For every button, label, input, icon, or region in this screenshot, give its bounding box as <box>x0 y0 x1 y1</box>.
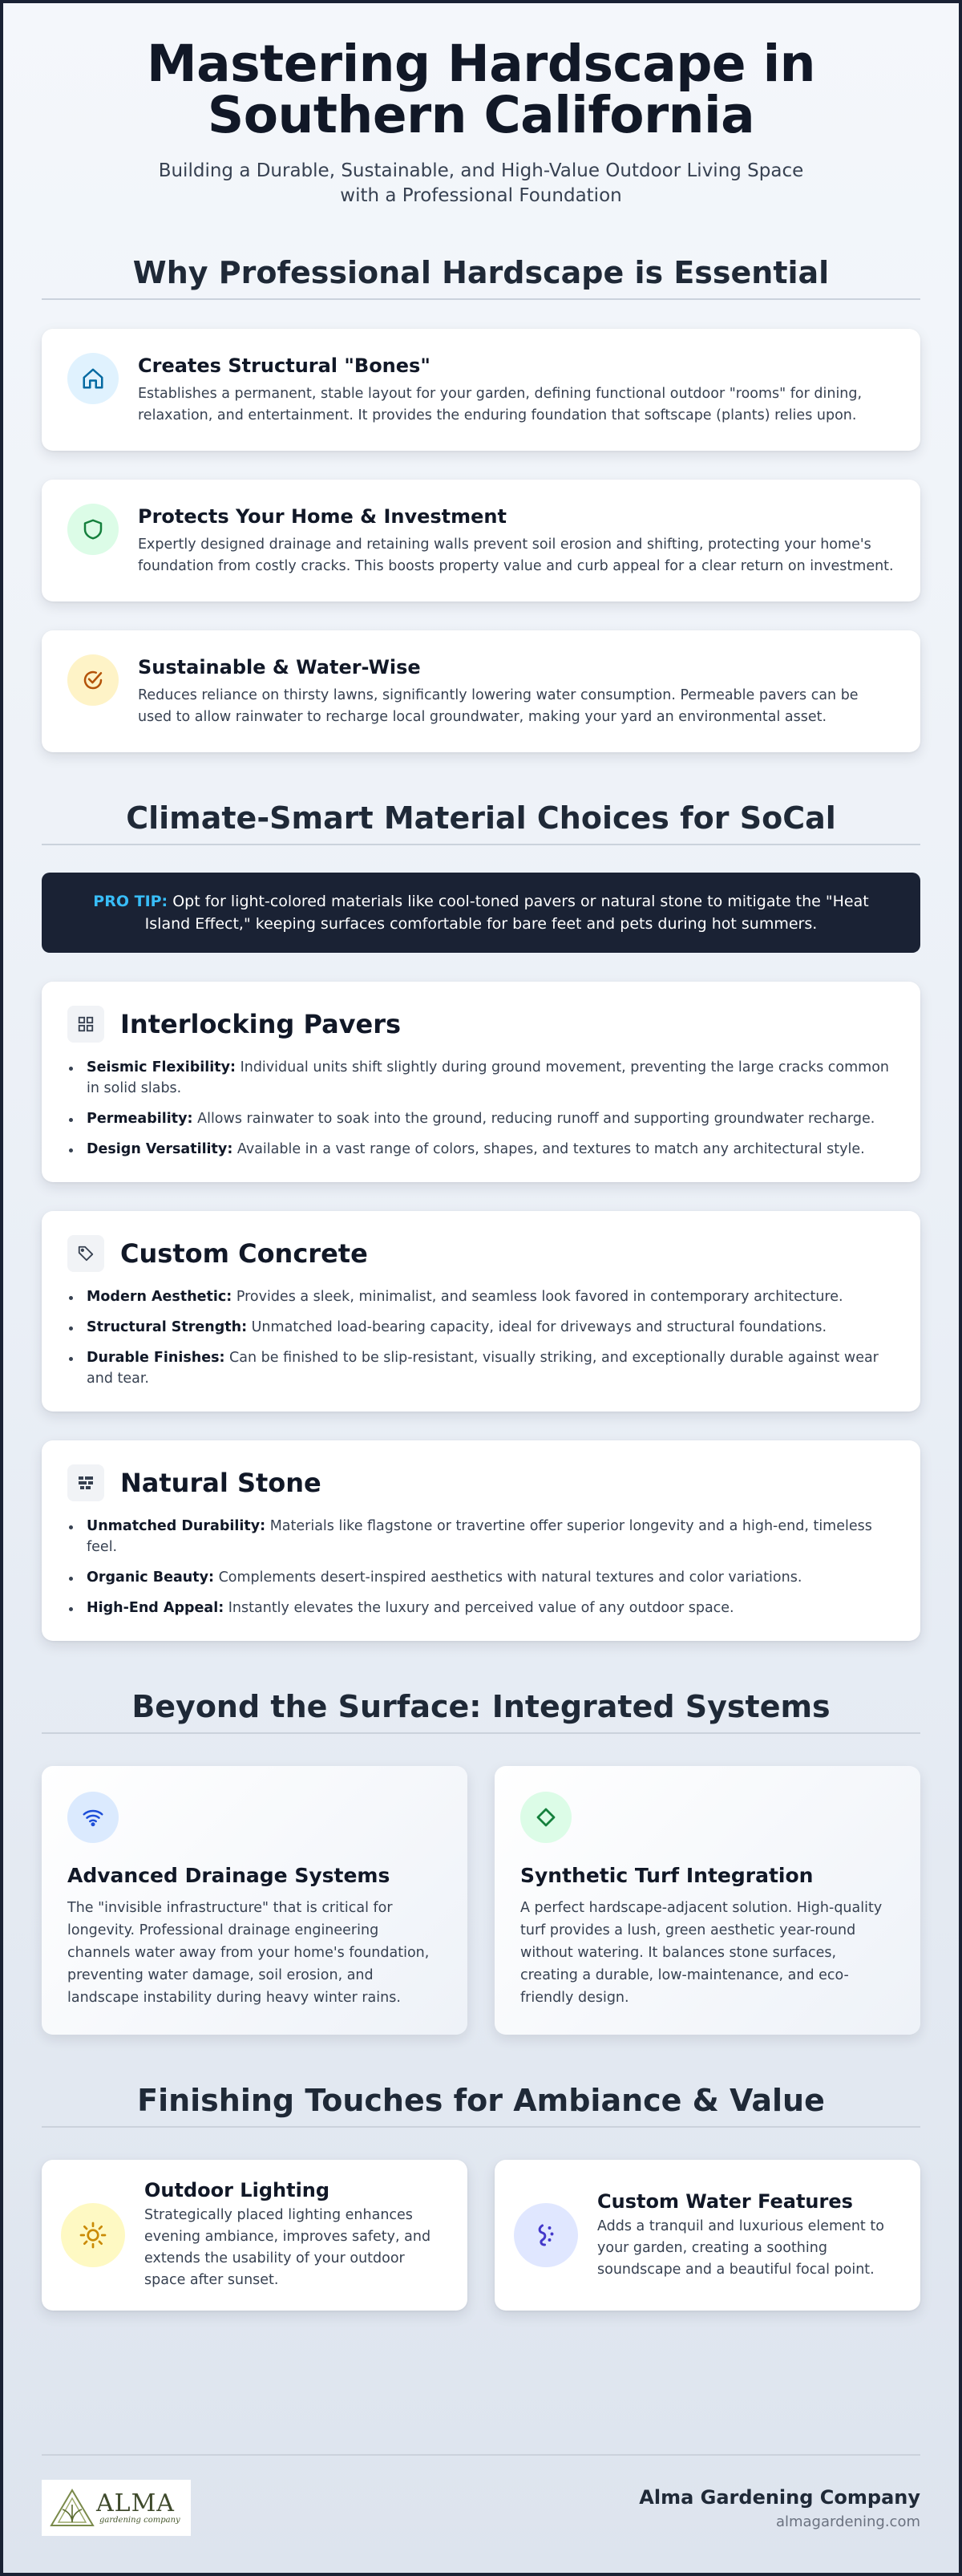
list-item: Organic Beauty: Complements desert-inspired aesthetics with natural textures and color variations. <box>67 1567 895 1588</box>
header <box>42 3 920 209</box>
home-icon <box>67 353 119 404</box>
diamond-icon <box>520 1792 572 1843</box>
system-title: Advanced Drainage Systems <box>67 1864 390 1887</box>
why-card-protect <box>42 480 920 601</box>
finishing-section <box>42 2083 920 2311</box>
material-card-pavers <box>42 982 920 1182</box>
finishing-desc: Adds a tranquil and luxurious element to your garden, creating a soothing soundscape and a beautiful focal point. <box>597 2218 884 2278</box>
page-subtitle: Building a Durable, Sustainable, and High-Value Outdoor Living Space with a Professional Foundation <box>158 160 804 206</box>
grid-icon <box>67 1006 104 1043</box>
why-section <box>42 255 920 752</box>
list-item: Modern Aesthetic: Provides a sleek, minimalist, and seamless look favored in contemporary architecture. <box>67 1286 895 1307</box>
stone-icon <box>67 1464 104 1501</box>
list-item: Structural Strength: Unmatched load-bearing capacity, ideal for driveways and structural foundations. <box>67 1317 895 1338</box>
finishing-title: Custom Water Features <box>597 2189 853 2213</box>
page-title: Mastering Hardscape in Southern California <box>146 34 816 144</box>
shield-icon <box>67 504 119 555</box>
material-title: Natural Stone <box>120 1468 321 1498</box>
list-item: Durable Finishes: Can be finished to be slip-resistant, visually striking, and exceptionally durable against wear and tear. <box>67 1347 895 1389</box>
why-card-desc: Expertly designed drainage and retaining walls prevent soil erosion and shifting, protecting your home's foundation from costly cracks. This boosts property value and curb appeal for a clear return on investment. <box>138 537 894 574</box>
why-heading: Why Professional Hardscape is Essential <box>42 255 920 300</box>
material-list <box>67 1286 895 1389</box>
check-circle-icon <box>67 654 119 706</box>
finishing-card-lighting <box>42 2160 467 2311</box>
wifi-icon <box>67 1792 119 1843</box>
pro-tip-label: PRO TIP: <box>93 893 168 910</box>
material-title: Interlocking Pavers <box>120 1009 402 1039</box>
logo-triangle-icon <box>48 2487 96 2529</box>
material-card-concrete <box>42 1211 920 1412</box>
finishing-desc: Strategically placed lighting enhances evening ambiance, improves safety, and extends the usability of your outdoor space after sunset. <box>144 2207 431 2288</box>
system-title: Synthetic Turf Integration <box>520 1864 814 1887</box>
materials-section <box>42 800 920 1641</box>
company-website[interactable]: almagardening.com <box>775 2513 920 2530</box>
finishing-title: Outdoor Lighting <box>144 2179 330 2201</box>
system-desc: The "invisible infrastructure" that is critical for longevity. Professional drainage engineering channels water away from your home's foundation, preventing water damage, soil erosion, and landscape instability during heavy winter rains. <box>67 1900 430 2006</box>
list-item: Seismic Flexibility: Individual units shift slightly during ground movement, preventing the large cracks common in solid slabs. <box>67 1057 895 1099</box>
list-item: Design Versatility: Available in a vast range of colors, shapes, and textures to match any architectural style. <box>67 1139 895 1160</box>
list-item: Permeability: Allows rainwater to soak into the ground, reducing runoff and supporting groundwater recharge. <box>67 1108 895 1129</box>
why-card-desc: Reduces reliance on thirsty lawns, significantly lowering water consumption. Permeable pavers can be used to allow rainwater to recharge local groundwater, making your yard an environmental asset. <box>138 687 859 725</box>
list-item: High-End Appeal: Instantly elevates the luxury and perceived value of any outdoor space. <box>67 1598 895 1618</box>
why-card-title: Sustainable & Water-Wise <box>138 656 421 678</box>
materials-heading: Climate-Smart Material Choices for SoCal <box>42 800 920 845</box>
systems-heading: Beyond the Surface: Integrated Systems <box>42 1689 920 1734</box>
logo-sub: gardening company <box>99 2515 180 2525</box>
logo-word: ALMA <box>96 2489 175 2517</box>
system-desc: A perfect hardscape-adjacent solution. High-quality turf provides a lush, green aesthetic year-round without watering. It balances stone surfaces, creating a durable, low-maintenance, and eco-friendly design. <box>520 1900 883 2006</box>
finishing-card-water <box>495 2160 920 2311</box>
systems-section <box>42 1689 920 2035</box>
why-card-title: Protects Your Home & Investment <box>138 505 507 528</box>
material-card-stone <box>42 1440 920 1641</box>
system-card-drainage <box>42 1766 467 2035</box>
material-list <box>67 1516 895 1618</box>
sun-icon <box>61 2203 125 2267</box>
company-logo <box>42 2480 191 2536</box>
infographic-page <box>3 3 959 2573</box>
why-card-desc: Establishes a permanent, stable layout for your garden, defining functional outdoor "rooms" for dining, relaxation, and entertainment. It provides the enduring foundation that softscape (plants) relies upon. <box>138 386 863 423</box>
finishing-heading: Finishing Touches for Ambiance & Value <box>42 2083 920 2128</box>
system-card-turf <box>495 1766 920 2035</box>
pro-tip-text: Opt for light-colored materials like cool-toned pavers or natural stone to mitigate the "Heat Island Effect," keeping surfaces comfortable for bare feet and pets during hot summers. <box>144 893 869 933</box>
tag-icon <box>67 1235 104 1272</box>
material-list <box>67 1057 895 1160</box>
why-card-structure <box>42 329 920 451</box>
why-card-sustainable <box>42 630 920 752</box>
water-icon <box>514 2203 578 2267</box>
footer <box>42 2454 920 2536</box>
why-card-title: Creates Structural "Bones" <box>138 354 430 377</box>
material-title: Custom Concrete <box>120 1238 368 1269</box>
company-name: Alma Gardening Company <box>639 2485 920 2509</box>
pro-tip-banner <box>42 873 920 953</box>
list-item: Unmatched Durability: Materials like flagstone or travertine offer superior longevity and a high-end, timeless feel. <box>67 1516 895 1557</box>
